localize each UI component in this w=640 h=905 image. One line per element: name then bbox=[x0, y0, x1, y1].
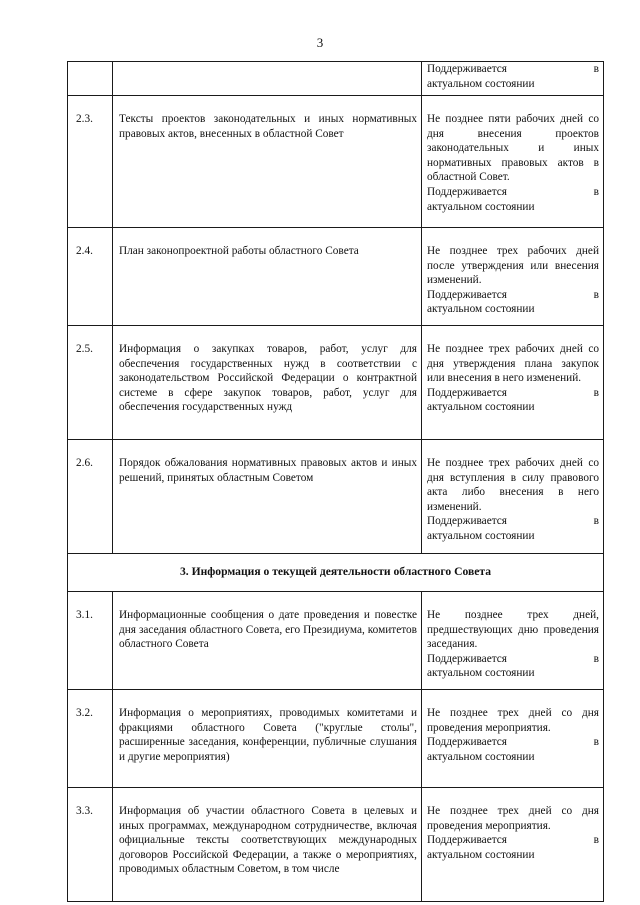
term-text: Не позднее пяти рабочих дней со дня внесения проектов законодательных и иных нормативных правовых актов в областной Совет. bbox=[427, 113, 599, 184]
table-row bbox=[68, 62, 604, 96]
term-in: в bbox=[593, 736, 599, 749]
row-number-cell: 2.3. bbox=[68, 96, 113, 228]
table-row bbox=[68, 326, 604, 440]
term-actual: актуальном состоянии bbox=[427, 401, 535, 414]
term-actual: актуальном состоянии bbox=[427, 848, 535, 861]
section-header-row bbox=[68, 554, 604, 592]
term-in: в bbox=[593, 63, 599, 75]
term-in: в bbox=[593, 515, 599, 528]
row-text-cell: Тексты проектов законодательных и иных нормативных правовых актов, внесенных в областной Совет bbox=[113, 96, 422, 228]
term-actual: актуальном состоянии bbox=[427, 667, 535, 680]
term-in: в bbox=[593, 288, 599, 301]
row-number-cell: 2.4. bbox=[68, 228, 113, 326]
row-number-cell: 3.2. bbox=[68, 690, 113, 788]
term-supported: Поддерживается bbox=[427, 515, 507, 528]
term-in: в bbox=[593, 834, 599, 847]
section-title: 3. Информация о текущей деятельности областного Совета bbox=[68, 554, 604, 592]
term-supported: Поддерживается bbox=[427, 834, 507, 847]
term-actual: актуальном состоянии bbox=[427, 529, 535, 542]
row-term-cell bbox=[422, 690, 604, 788]
table-row bbox=[68, 788, 604, 902]
term-supported: Поддерживается bbox=[427, 63, 507, 75]
term-actual: актуальном состоянии bbox=[427, 77, 535, 90]
page-number: 3 bbox=[316, 35, 324, 50]
table-row bbox=[68, 592, 604, 690]
term-supported: Поддерживается bbox=[427, 185, 507, 198]
row-term-cell bbox=[422, 440, 604, 554]
term-text: Не позднее трех дней, предшествующих дню проведения заседания. bbox=[427, 609, 599, 651]
term-text: Не позднее трех дней со дня проведения мероприятия. bbox=[427, 805, 599, 832]
row-number-cell: 2.5. bbox=[68, 326, 113, 440]
row-text-cell bbox=[113, 62, 422, 96]
term-in: в bbox=[593, 386, 599, 399]
term-text: Не позднее трех дней со дня проведения мероприятия. bbox=[427, 707, 599, 734]
row-text-cell: Информационные сообщения о дате проведения и повестке дня заседания областного Совета, его Президиума, комитетов областного Совета bbox=[113, 592, 422, 690]
row-text-cell: План законопроектной работы областного Совета bbox=[113, 228, 422, 326]
term-actual: актуальном состоянии bbox=[427, 303, 535, 316]
row-number-cell: 3.1. bbox=[68, 592, 113, 690]
term-actual: актуальном состоянии bbox=[427, 200, 535, 213]
row-text-cell: Порядок обжалования нормативных правовых актов и иных решений, принятых областным Советом bbox=[113, 440, 422, 554]
term-text: Не позднее трех рабочих дней со дня утверждения плана закупок или внесения в него изменений. bbox=[427, 343, 599, 385]
term-supported: Поддерживается bbox=[427, 736, 507, 749]
term-supported: Поддерживается bbox=[427, 652, 507, 665]
table-row bbox=[68, 690, 604, 788]
document-table bbox=[67, 61, 604, 902]
row-text-cell: Информация о мероприятиях, проводимых комитетами и фракциями областного Совета ("круглые столы", расширенные заседания, конференции, публичные слушания и другие мероприятия) bbox=[113, 690, 422, 788]
term-in: в bbox=[593, 652, 599, 665]
row-term-cell bbox=[422, 326, 604, 440]
row-number-cell bbox=[68, 62, 113, 96]
term-in: в bbox=[593, 185, 599, 198]
row-number-cell: 2.6. bbox=[68, 440, 113, 554]
table-row bbox=[68, 440, 604, 554]
term-supported: Поддерживается bbox=[427, 288, 507, 301]
table-row bbox=[68, 228, 604, 326]
term-supported: Поддерживается bbox=[427, 386, 507, 399]
row-term-cell bbox=[422, 592, 604, 690]
table-row bbox=[68, 96, 604, 228]
row-term-cell bbox=[422, 62, 604, 96]
row-text-cell: Информация о закупках товаров, работ, услуг для обеспечения государственных нужд в соответствии с законодательством Российской Федерации о контрактной системе в сфере закупок товаров, работ, услуг для обеспечения государственных нужд bbox=[113, 326, 422, 440]
row-number-cell: 3.3. bbox=[68, 788, 113, 902]
row-term-cell bbox=[422, 228, 604, 326]
row-term-cell bbox=[422, 96, 604, 228]
term-actual: актуальном состоянии bbox=[427, 750, 535, 763]
term-text: Не позднее трех рабочих дней со дня вступления в силу правового акта либо внесения в него изменений. bbox=[427, 457, 599, 513]
row-term-cell bbox=[422, 788, 604, 902]
term-text: Не позднее трех рабочих дней после утверждения или внесения изменений. bbox=[427, 245, 599, 287]
row-text-cell: Информация об участии областного Совета в целевых и иных программах, международном сотрудничестве, включая официальные тексты соответствующих международных договоров Российской Федерации, а также о мероприятиях, проводимых областным Советом, в том числе bbox=[113, 788, 422, 902]
